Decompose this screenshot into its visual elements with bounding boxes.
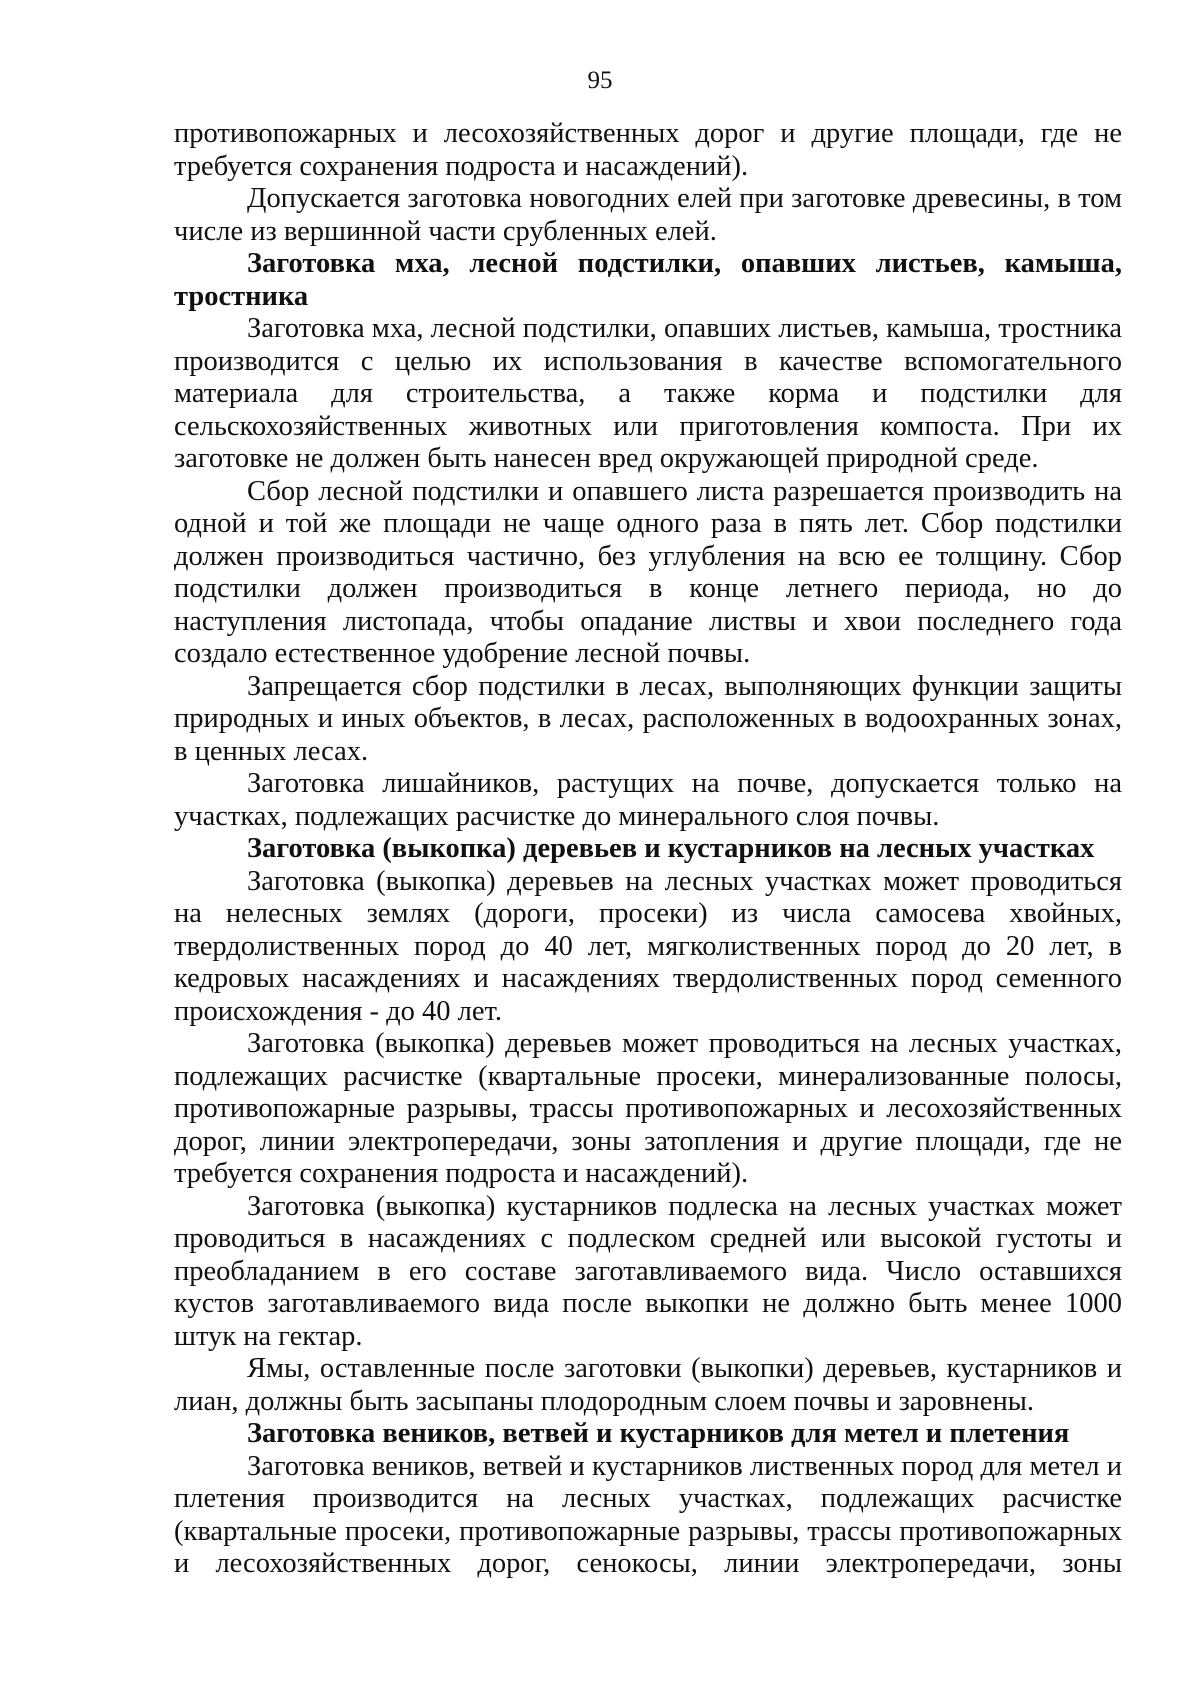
paragraph: Ямы, оставленные после заготовки (выкопки) деревьев, кустарников и лиан, должны быть засыпаны плодородным слоем почвы и заровнены. [174, 1353, 1122, 1417]
page-number: 95 [587, 67, 613, 94]
paragraph: Заготовка мха, лесной подстилки, опавших листьев, камыша, тростника производится с целью их использования в качестве вспомогательного материала для строительства, а также корма и подстилки для сельскохозяйственных животных или приготовления компоста. При их заготовке не должен быть нанесен вред окружающей природной среде. [174, 313, 1122, 474]
paragraph: Заготовка (выкопка) деревьев на лесных участках может проводиться на нелесных землях (дороги, просеки) из числа самосева хвойных, твердолиственных пород до 40 лет, мягколиственных пород до 20 лет, в кедровых насаждениях и насаждениях твердолиственных пород семенного происхождения - до 40 лет. [174, 865, 1122, 1027]
paragraph: Заготовка веников, ветвей и кустарников лиственных пород для метел и плетения производится на лесных участках, подлежащих расчистке (квартальные просеки, противопожарные разрывы, трассы противопожарных и лесохозяйственных дорог, сенокосы, линии электропередачи, зоны [174, 1450, 1122, 1579]
paragraph-continuation: противопожарных и лесохозяйственных дорог и другие площади, где не требуется сохранения подроста и насаждений). [174, 118, 1122, 182]
paragraph: Заготовка (выкопка) кустарников подлеска на лесных участках может проводиться в насаждениях с подлеском средней или высокой густоты и преобладанием в его составе заготавливаемого вида. Число оставшихся кустов заготавливаемого вида после выкопки не должно быть менее 1000 штук на гектар. [174, 1190, 1122, 1352]
document-body [174, 118, 1122, 1581]
paragraph: Сбор лесной подстилки и опавшего листа разрешается производить на одной и той же площади не чаще одного раза в пять лет. Сбор подстилки должен производиться частично, без углубления на всю ее толщину. Сбор подстилки должен производиться в конце летнего периода, но до наступления листопада, чтобы опадание листвы и хвои последнего года создало естественное удобрение лесной почвы. [174, 475, 1122, 669]
paragraph: Допускается заготовка новогодних елей при заготовке древесины, в том числе из вершинной части срубленных елей. [174, 183, 1122, 247]
section-heading-tree-digging: Заготовка (выкопка) деревьев и кустарников на лесных участках [247, 833, 1095, 864]
paragraph: Запрещается сбор подстилки в лесах, выполняющих функции защиты природных и иных объектов, в лесах, расположенных в водоохранных зонах, в ценных лесах. [174, 670, 1122, 767]
section-heading-moss-litter: Заготовка мха, лесной подстилки, опавших листьев, камыша, тростника [174, 248, 1122, 312]
paragraph: Заготовка лишайников, растущих на почве, допускается только на участках, подлежащих расчистке до минерального слоя почвы. [174, 768, 1122, 832]
section-heading-brooms-branches: Заготовка веников, ветвей и кустарников для метел и плетения [247, 1418, 1070, 1449]
paragraph: Заготовка (выкопка) деревьев может проводиться на лесных участках, подлежащих расчистке (квартальные просеки, минерализованные полосы, противопожарные разрывы, трассы противопожарных и лесохозяйственных дорог, линии электропередачи, зоны затопления и другие площади, где не требуется сохранения подроста и насаждений). [174, 1028, 1122, 1189]
